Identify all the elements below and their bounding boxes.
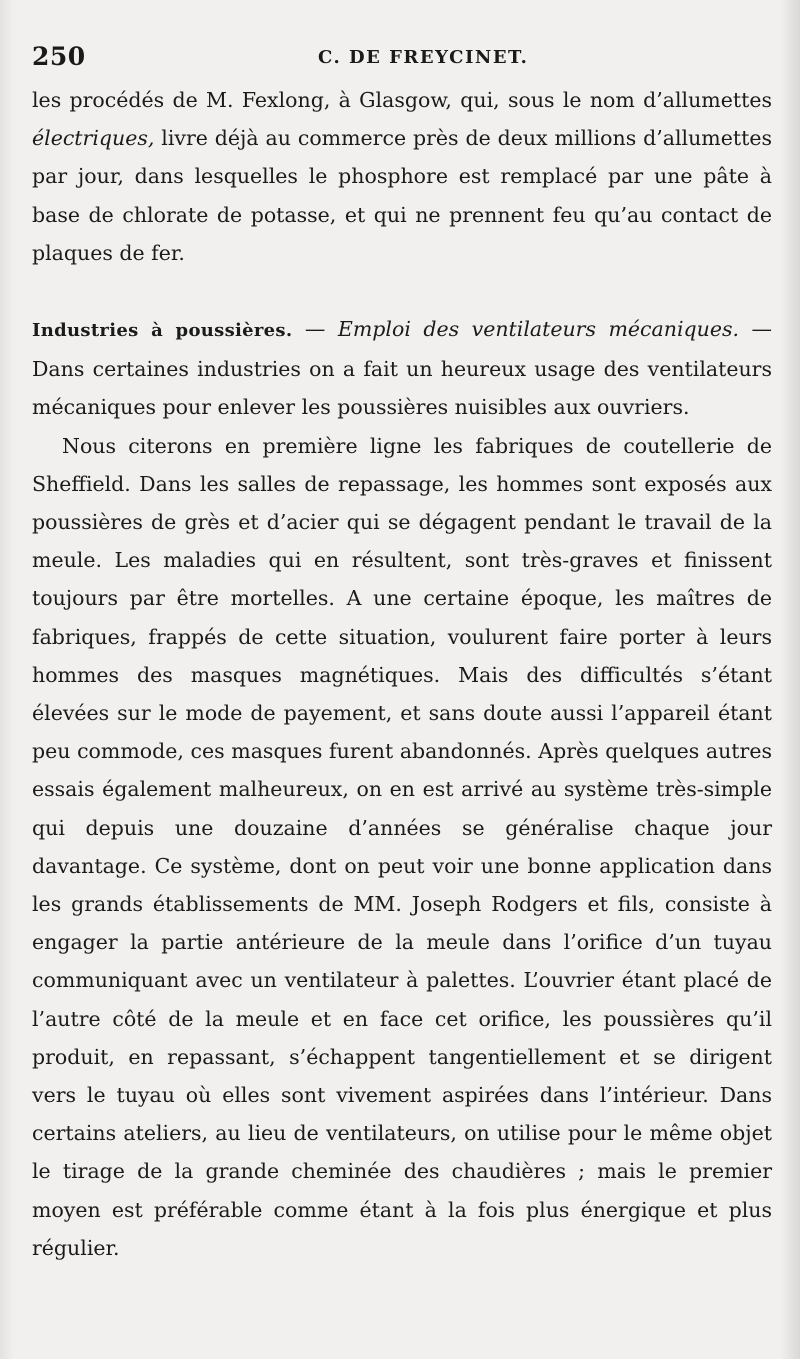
page-edge-shadow-left <box>0 0 14 1359</box>
paragraph-text: les procédés de M. Fexlong, à Glasgow, qui, sous le nom d’allumettes <box>32 88 772 112</box>
paragraph-text: Nous citerons en première ligne les fabriques de coutellerie de Sheffield. Dans les salles de repassage, les hommes sont exposés aux poussières de grès et d’acier qui se dégagent pendant le travail de la meule. Les maladies qui en résultent, sont très-graves et finissent toujours par être mortelles. A une certaine époque, les maîtres de fabriques, frappés de cette situation, voulurent faire porter à leurs hommes des masques magnétiques. Mais des difficultés s’étant élevées sur le mode de payement, et sans doute aussi l’appareil étant peu commode, ces masques furent abandonnés. Après quelques autres essais également malheureux, on en est arrivé au système très-simple qui depuis une douzaine d’années se généralise chaque jour davantage. Ce système, dont on peut voir une bonne application dans les grands établissements de MM. Joseph Rodgers et fils, consiste à engager la partie antérieure de la meule dans l’orifice d’un tuyau communiquant avec un ventilateur à palettes. L’ouvrier étant placé de l’autre côté de la meule et en face cet orifice, les poussières qu’il produit, en repassant, s’échappent tangentiellement et se dirigent vers le tuyau où elles sont vivement aspirées dans l’intérieur. Dans certains ateliers, au lieu de ventilateurs, on utilise pour le même objet le tirage de la grande cheminée des chaudières ; mais le premier moyen est préférable comme étant à la fois plus énergique et plus régulier. <box>32 433 772 1260</box>
section-dash: — <box>292 317 338 342</box>
paragraph-continuation <box>32 81 772 272</box>
page-header <box>32 42 772 78</box>
paragraph-text: livre déjà au commerce près de deux millions d’allumettes par jour, dans lesquelles le phosphore est remplacé par une pâte à base de chlorate de potasse, et qui ne prennent feu qu’au contact de plaques de fer. <box>32 126 772 265</box>
section-heading: Industries à poussières. <box>32 320 293 342</box>
paragraph-main <box>32 427 772 1267</box>
section-subtitle: Emploi des ventilateurs mécaniques. <box>337 317 740 342</box>
paragraph-text: — Dans certaines industries on a fait un heureux usage des ventilateurs mécaniques pour enlever les poussières nuisibles aux ouvriers. <box>32 317 772 420</box>
running-head: C. DE FREYCINET. <box>318 47 529 68</box>
emphasis-text: électriques, <box>32 126 155 151</box>
body-text <box>32 81 772 1267</box>
paragraph-section <box>32 310 772 427</box>
page-number: 250 <box>32 42 86 71</box>
page-edge-shadow-right <box>780 0 800 1359</box>
